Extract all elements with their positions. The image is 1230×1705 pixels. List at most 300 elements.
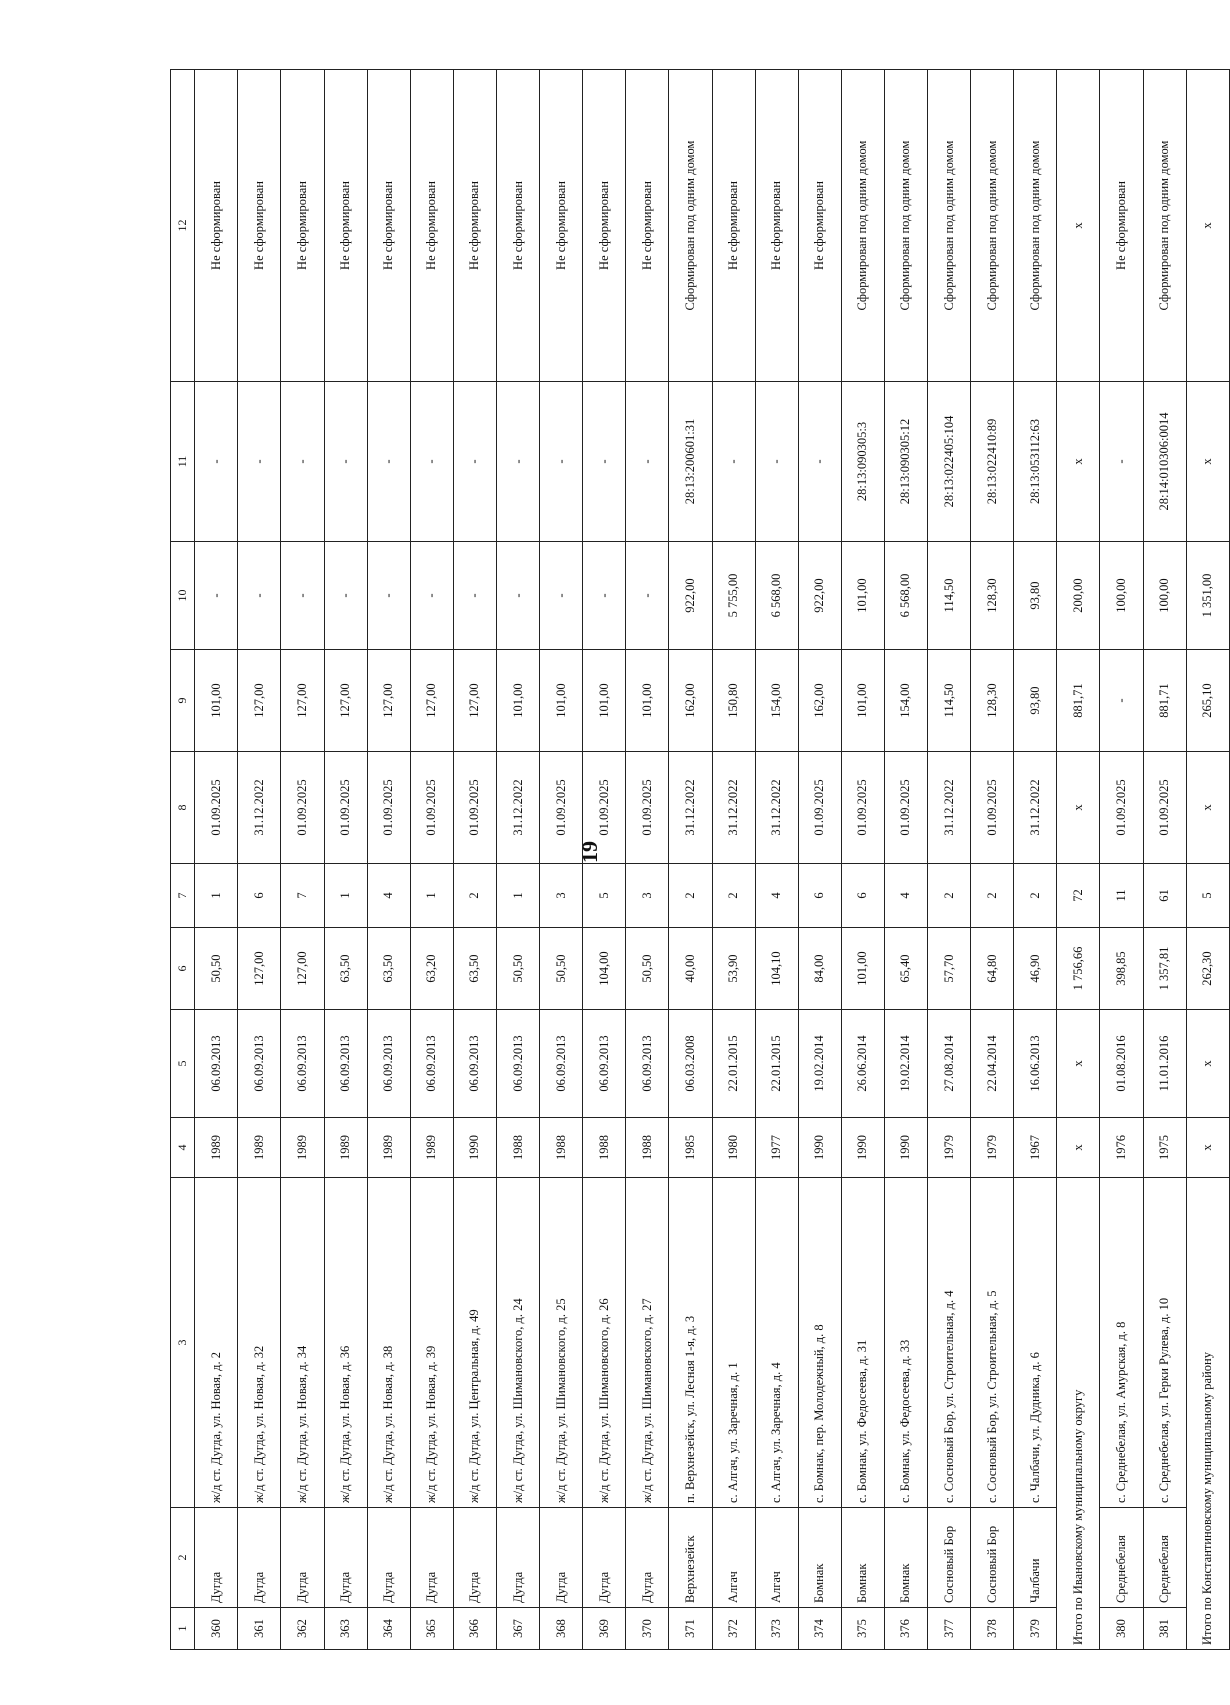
- value-col10: -: [367, 542, 410, 650]
- row-number: 380: [1100, 1608, 1143, 1650]
- land-status: Не сформирован: [195, 70, 238, 382]
- value-col9: 127,00: [410, 650, 453, 752]
- value-col10: -: [626, 542, 669, 650]
- area: 63,50: [324, 928, 367, 1010]
- address: ж/д ст. Дугда, ул. Новая, д. 32: [238, 1178, 281, 1508]
- year-built: 1990: [798, 1118, 841, 1178]
- year-built: 1990: [884, 1118, 927, 1178]
- planned-date: 01.09.2025: [971, 752, 1014, 864]
- recognition-date: 22.04.2014: [971, 1010, 1014, 1118]
- value-col9: 101,00: [195, 650, 238, 752]
- total-col10: 1 351,00: [1186, 542, 1229, 650]
- row-number: 363: [324, 1608, 367, 1650]
- value-col10: 6 568,00: [884, 542, 927, 650]
- area: 50,50: [496, 928, 539, 1010]
- recognition-date: 06.09.2013: [238, 1010, 281, 1118]
- total-col9: 881,71: [1057, 650, 1100, 752]
- cadastral-number: -: [367, 382, 410, 542]
- year-built: 1985: [669, 1118, 712, 1178]
- column-header: 6: [171, 928, 195, 1010]
- year-built: 1989: [324, 1118, 367, 1178]
- value-col9: 154,00: [755, 650, 798, 752]
- value-col9: 114,50: [928, 650, 971, 752]
- column-header: 5: [171, 1010, 195, 1118]
- year-built: 1988: [583, 1118, 626, 1178]
- value-col9: 881,71: [1143, 650, 1186, 752]
- cadastral-number: -: [755, 382, 798, 542]
- residents-count: 6: [798, 864, 841, 928]
- table-row: [841, 70, 884, 1650]
- residents-count: 2: [453, 864, 496, 928]
- residents-count: 6: [841, 864, 884, 928]
- total-date: х: [1057, 1010, 1100, 1118]
- address: с. Среднебелая, ул. Герки Рулева, д. 10: [1143, 1178, 1186, 1508]
- address: с. Бомнак, ул. Федосеева, д. 31: [841, 1178, 884, 1508]
- area: 50,50: [626, 928, 669, 1010]
- planned-date: 01.09.2025: [626, 752, 669, 864]
- column-header: 7: [171, 864, 195, 928]
- cadastral-number: -: [496, 382, 539, 542]
- value-col9: 101,00: [496, 650, 539, 752]
- address: ж/д ст. Дугда, ул. Новая, д. 34: [281, 1178, 324, 1508]
- total-row: [1186, 70, 1229, 1650]
- settlement-name: Дугда: [583, 1508, 626, 1608]
- area: 53,90: [712, 928, 755, 1010]
- settlement-name: Сосновый Бор: [971, 1508, 1014, 1608]
- planned-date: 31.12.2022: [496, 752, 539, 864]
- recognition-date: 19.02.2014: [884, 1010, 927, 1118]
- recognition-date: 27.08.2014: [928, 1010, 971, 1118]
- residents-count: 61: [1143, 864, 1186, 928]
- value-col10: 922,00: [798, 542, 841, 650]
- area: 63,50: [367, 928, 410, 1010]
- recognition-date: 06.09.2013: [281, 1010, 324, 1118]
- settlement-name: Сосновый Бор: [928, 1508, 971, 1608]
- planned-date: 31.12.2022: [755, 752, 798, 864]
- table-row: [1014, 70, 1057, 1650]
- planned-date: 31.12.2022: [1014, 752, 1057, 864]
- year-built: 1989: [281, 1118, 324, 1178]
- value-col9: 127,00: [324, 650, 367, 752]
- value-col10: 5 755,00: [712, 542, 755, 650]
- year-built: 1980: [712, 1118, 755, 1178]
- row-number: 364: [367, 1608, 410, 1650]
- value-col9: 101,00: [626, 650, 669, 752]
- settlement-name: Дугда: [238, 1508, 281, 1608]
- cadastral-number: -: [195, 382, 238, 542]
- total-status: х: [1057, 70, 1100, 382]
- settlement-name: Алгач: [755, 1508, 798, 1608]
- land-status: Сформирован под одним домом: [669, 70, 712, 382]
- land-status: Не сформирован: [238, 70, 281, 382]
- planned-date: 01.09.2025: [1100, 752, 1143, 864]
- area: 84,00: [798, 928, 841, 1010]
- row-number: 376: [884, 1608, 927, 1650]
- land-status: Сформирован под одним домом: [1143, 70, 1186, 382]
- settlement-name: Чалбачи: [1014, 1508, 1057, 1608]
- address: ж/д ст. Дугда, ул. Шимановского, д. 25: [540, 1178, 583, 1508]
- planned-date: 01.09.2025: [540, 752, 583, 864]
- residents-count: 1: [324, 864, 367, 928]
- value-col9: 150,80: [712, 650, 755, 752]
- table-row: [324, 70, 367, 1650]
- value-col9: 127,00: [367, 650, 410, 752]
- land-status: Сформирован под одним домом: [971, 70, 1014, 382]
- area: 63,50: [453, 928, 496, 1010]
- value-col9: 154,00: [884, 650, 927, 752]
- total-plan: х: [1186, 752, 1229, 864]
- planned-date: 01.09.2025: [324, 752, 367, 864]
- row-number: 377: [928, 1608, 971, 1650]
- year-built: 1989: [410, 1118, 453, 1178]
- year-built: 1989: [238, 1118, 281, 1178]
- recognition-date: 06.09.2013: [367, 1010, 410, 1118]
- year-built: 1988: [626, 1118, 669, 1178]
- area: 50,50: [195, 928, 238, 1010]
- area: 101,00: [841, 928, 884, 1010]
- recognition-date: 06.09.2013: [453, 1010, 496, 1118]
- area: 398,85: [1100, 928, 1143, 1010]
- value-col10: 100,00: [1143, 542, 1186, 650]
- land-status: Сформирован под одним домом: [841, 70, 884, 382]
- planned-date: 01.09.2025: [583, 752, 626, 864]
- cadastral-number: 28:13:090305:3: [841, 382, 884, 542]
- address: с. Бомнак, пер. Молодежный, д. 8: [798, 1178, 841, 1508]
- residents-count: 5: [583, 864, 626, 928]
- settlement-name: Среднебелая: [1100, 1508, 1143, 1608]
- row-number: 362: [281, 1608, 324, 1650]
- value-col10: 922,00: [669, 542, 712, 650]
- rotated-table-wrapper: [170, 70, 1230, 1650]
- row-number: 370: [626, 1608, 669, 1650]
- address: ж/д ст. Дугда, ул. Шимановского, д. 24: [496, 1178, 539, 1508]
- value-col9: 127,00: [281, 650, 324, 752]
- residents-count: 2: [1014, 864, 1057, 928]
- table-row: [712, 70, 755, 1650]
- cadastral-number: -: [1100, 382, 1143, 542]
- cadastral-number: -: [798, 382, 841, 542]
- settlement-name: Дугда: [281, 1508, 324, 1608]
- value-col9: 127,00: [453, 650, 496, 752]
- cadastral-number: -: [583, 382, 626, 542]
- column-header: 11: [171, 382, 195, 542]
- column-header: 2: [171, 1508, 195, 1608]
- recognition-date: 22.01.2015: [712, 1010, 755, 1118]
- settlement-name: Дугда: [496, 1508, 539, 1608]
- value-col9: 101,00: [540, 650, 583, 752]
- land-status: Не сформирован: [367, 70, 410, 382]
- address: ж/д ст. Дугда, ул. Шимановского, д. 27: [626, 1178, 669, 1508]
- total-plan: х: [1057, 752, 1100, 864]
- address: с. Бомнак, ул. Федосеева, д. 33: [884, 1178, 927, 1508]
- total-year: х: [1186, 1118, 1229, 1178]
- residents-count: 4: [367, 864, 410, 928]
- page-number: 19: [577, 841, 602, 863]
- area: 127,00: [281, 928, 324, 1010]
- area: 57,70: [928, 928, 971, 1010]
- table-row: [540, 70, 583, 1650]
- settlement-name: Дугда: [410, 1508, 453, 1608]
- column-header: 10: [171, 542, 195, 650]
- table-row: [410, 70, 453, 1650]
- settlement-name: Дугда: [367, 1508, 410, 1608]
- recognition-date: 01.08.2016: [1100, 1010, 1143, 1118]
- settlement-name: Дугда: [195, 1508, 238, 1608]
- cadastral-number: 28:13:200601:31: [669, 382, 712, 542]
- residents-count: 4: [755, 864, 798, 928]
- recognition-date: 06.03.2008: [669, 1010, 712, 1118]
- total-date: х: [1186, 1010, 1229, 1118]
- table-row: [798, 70, 841, 1650]
- row-number: 366: [453, 1608, 496, 1650]
- value-col10: 100,00: [1100, 542, 1143, 650]
- row-number: 372: [712, 1608, 755, 1650]
- land-status: Не сформирован: [496, 70, 539, 382]
- total-col10: 200,00: [1057, 542, 1100, 650]
- settlement-name: Алгач: [712, 1508, 755, 1608]
- table-row: [496, 70, 539, 1650]
- land-status: Не сформирован: [453, 70, 496, 382]
- planned-date: 01.09.2025: [195, 752, 238, 864]
- column-header: 12: [171, 70, 195, 382]
- cadastral-number: -: [626, 382, 669, 542]
- table-row: [281, 70, 324, 1650]
- recognition-date: 19.02.2014: [798, 1010, 841, 1118]
- cadastral-number: -: [238, 382, 281, 542]
- residents-count: 1: [496, 864, 539, 928]
- row-number: 381: [1143, 1608, 1186, 1650]
- address: с. Среднебелая, ул. Амурская, д. 8: [1100, 1178, 1143, 1508]
- residents-count: 11: [1100, 864, 1143, 928]
- recognition-date: 06.09.2013: [496, 1010, 539, 1118]
- residents-count: 2: [971, 864, 1014, 928]
- residents-count: 7: [281, 864, 324, 928]
- table-row: [367, 70, 410, 1650]
- row-number: 374: [798, 1608, 841, 1650]
- residents-count: 3: [626, 864, 669, 928]
- recognition-date: 16.06.2013: [1014, 1010, 1057, 1118]
- table-row: [971, 70, 1014, 1650]
- value-col9: 127,00: [238, 650, 281, 752]
- cadastral-number: 28:13:022405:104: [928, 382, 971, 542]
- column-header: 9: [171, 650, 195, 752]
- settlement-name: Дугда: [540, 1508, 583, 1608]
- table-row: [669, 70, 712, 1650]
- area: 64,80: [971, 928, 1014, 1010]
- row-number: 365: [410, 1608, 453, 1650]
- year-built: 1977: [755, 1118, 798, 1178]
- land-status: Не сформирован: [540, 70, 583, 382]
- year-built: 1990: [453, 1118, 496, 1178]
- total-residents: 5: [1186, 864, 1229, 928]
- planned-date: 31.12.2022: [238, 752, 281, 864]
- total-residents: 72: [1057, 864, 1100, 928]
- value-col10: -: [453, 542, 496, 650]
- table-row: [626, 70, 669, 1650]
- area: 63,20: [410, 928, 453, 1010]
- land-status: Не сформирован: [410, 70, 453, 382]
- value-col10: 128,30: [971, 542, 1014, 650]
- recognition-date: 06.09.2013: [626, 1010, 669, 1118]
- address: ж/д ст. Дугда, ул. Новая, д. 39: [410, 1178, 453, 1508]
- area: 50,50: [540, 928, 583, 1010]
- residents-count: 3: [540, 864, 583, 928]
- row-number: 378: [971, 1608, 1014, 1650]
- land-status: Не сформирован: [281, 70, 324, 382]
- planned-date: 01.09.2025: [884, 752, 927, 864]
- table-row: [1100, 70, 1143, 1650]
- cadastral-number: -: [410, 382, 453, 542]
- recognition-date: 26.06.2014: [841, 1010, 884, 1118]
- table-row: [583, 70, 626, 1650]
- value-col10: 101,00: [841, 542, 884, 650]
- year-built: 1989: [367, 1118, 410, 1178]
- column-header: 4: [171, 1118, 195, 1178]
- settlement-name: Бомнак: [841, 1508, 884, 1608]
- header-row: [171, 70, 195, 1650]
- cadastral-number: 28:13:022410:89: [971, 382, 1014, 542]
- planned-date: 01.09.2025: [367, 752, 410, 864]
- table-row: [755, 70, 798, 1650]
- row-number: 368: [540, 1608, 583, 1650]
- address: с. Чалбачи, ул. Дудника, д. 6: [1014, 1178, 1057, 1508]
- settlement-name: Верхнезейск: [669, 1508, 712, 1608]
- land-status: Не сформирован: [324, 70, 367, 382]
- year-built: 1975: [1143, 1118, 1186, 1178]
- table-row: [195, 70, 238, 1650]
- recognition-date: 22.01.2015: [755, 1010, 798, 1118]
- address: с. Алгач, ул. Заречная, д. 4: [755, 1178, 798, 1508]
- year-built: 1988: [540, 1118, 583, 1178]
- value-col9: -: [1100, 650, 1143, 752]
- column-header: 1: [171, 1608, 195, 1650]
- land-status: Не сформирован: [755, 70, 798, 382]
- year-built: 1989: [195, 1118, 238, 1178]
- residents-count: 4: [884, 864, 927, 928]
- cadastral-number: -: [540, 382, 583, 542]
- settlement-name: Дугда: [453, 1508, 496, 1608]
- row-number: 361: [238, 1608, 281, 1650]
- settlement-name: Среднебелая: [1143, 1508, 1186, 1608]
- row-number: 373: [755, 1608, 798, 1650]
- row-number: 375: [841, 1608, 884, 1650]
- value-col9: 93,80: [1014, 650, 1057, 752]
- recognition-date: 06.09.2013: [583, 1010, 626, 1118]
- area: 65,40: [884, 928, 927, 1010]
- settlement-name: Бомнак: [884, 1508, 927, 1608]
- value-col9: 101,00: [841, 650, 884, 752]
- total-label: Итого по Ивановскому муниципальному округу: [1057, 1178, 1100, 1650]
- planned-date: 31.12.2022: [669, 752, 712, 864]
- value-col10: 114,50: [928, 542, 971, 650]
- total-cadastral: х: [1057, 382, 1100, 542]
- settlement-name: Дугда: [324, 1508, 367, 1608]
- table-row: [884, 70, 927, 1650]
- year-built: 1976: [1100, 1118, 1143, 1178]
- cadastral-number: 28:13:053112:63: [1014, 382, 1057, 542]
- residents-count: 1: [410, 864, 453, 928]
- recognition-date: 06.09.2013: [410, 1010, 453, 1118]
- row-number: 367: [496, 1608, 539, 1650]
- residents-count: 6: [238, 864, 281, 928]
- planned-date: 01.09.2025: [1143, 752, 1186, 864]
- table-row: [1143, 70, 1186, 1650]
- value-col10: -: [540, 542, 583, 650]
- land-status: Не сформирован: [712, 70, 755, 382]
- residents-count: 2: [712, 864, 755, 928]
- value-col9: 162,00: [669, 650, 712, 752]
- address: п. Верхнезейск, ул. Лесная 1-я, д. 3: [669, 1178, 712, 1508]
- total-col9: 265,10: [1186, 650, 1229, 752]
- planned-date: 01.09.2025: [281, 752, 324, 864]
- value-col10: -: [583, 542, 626, 650]
- value-col10: -: [324, 542, 367, 650]
- year-built: 1988: [496, 1118, 539, 1178]
- total-cadastral: х: [1186, 382, 1229, 542]
- land-status: Сформирован под одним домом: [1014, 70, 1057, 382]
- recognition-date: 06.09.2013: [540, 1010, 583, 1118]
- value-col10: -: [238, 542, 281, 650]
- land-status: Не сформирован: [798, 70, 841, 382]
- value-col9: 101,00: [583, 650, 626, 752]
- address: ж/д ст. Дугда, ул. Центральная, д. 49: [453, 1178, 496, 1508]
- planned-date: 31.12.2022: [928, 752, 971, 864]
- value-col10: -: [281, 542, 324, 650]
- total-area: 262,30: [1186, 928, 1229, 1010]
- cadastral-number: -: [324, 382, 367, 542]
- residents-count: 2: [928, 864, 971, 928]
- table-row: [928, 70, 971, 1650]
- value-col10: 6 568,00: [755, 542, 798, 650]
- value-col9: 162,00: [798, 650, 841, 752]
- planned-date: 01.09.2025: [410, 752, 453, 864]
- row-number: 371: [669, 1608, 712, 1650]
- area: 104,00: [583, 928, 626, 1010]
- address: с. Алгач, ул. Заречная, д. 1: [712, 1178, 755, 1508]
- area: 1 357,81: [1143, 928, 1186, 1010]
- value-col10: -: [195, 542, 238, 650]
- area: 104,10: [755, 928, 798, 1010]
- planned-date: 01.09.2025: [841, 752, 884, 864]
- address: с. Сосновый Бор, ул. Строительная, д. 5: [971, 1178, 1014, 1508]
- row-number: 369: [583, 1608, 626, 1650]
- land-status: Сформирован под одним домом: [928, 70, 971, 382]
- table-row: [238, 70, 281, 1650]
- land-status: Не сформирован: [626, 70, 669, 382]
- residents-count: 2: [669, 864, 712, 928]
- land-status: Не сформирован: [1100, 70, 1143, 382]
- cadastral-number: -: [281, 382, 324, 542]
- area: 40,00: [669, 928, 712, 1010]
- address: ж/д ст. Дугда, ул. Новая, д. 2: [195, 1178, 238, 1508]
- cadastral-number: -: [712, 382, 755, 542]
- total-status: х: [1186, 70, 1229, 382]
- total-row: [1057, 70, 1100, 1650]
- column-header: 8: [171, 752, 195, 864]
- recognition-date: 06.09.2013: [195, 1010, 238, 1118]
- value-col10: -: [496, 542, 539, 650]
- land-status: Сформирован под одним домом: [884, 70, 927, 382]
- area: 46,90: [1014, 928, 1057, 1010]
- year-built: 1967: [1014, 1118, 1057, 1178]
- total-area: 1 756,66: [1057, 928, 1100, 1010]
- residents-count: 1: [195, 864, 238, 928]
- planned-date: 31.12.2022: [712, 752, 755, 864]
- table-row: [453, 70, 496, 1650]
- planned-date: 01.09.2025: [453, 752, 496, 864]
- cadastral-number: 28:13:090305:12: [884, 382, 927, 542]
- land-status: Не сформирован: [583, 70, 626, 382]
